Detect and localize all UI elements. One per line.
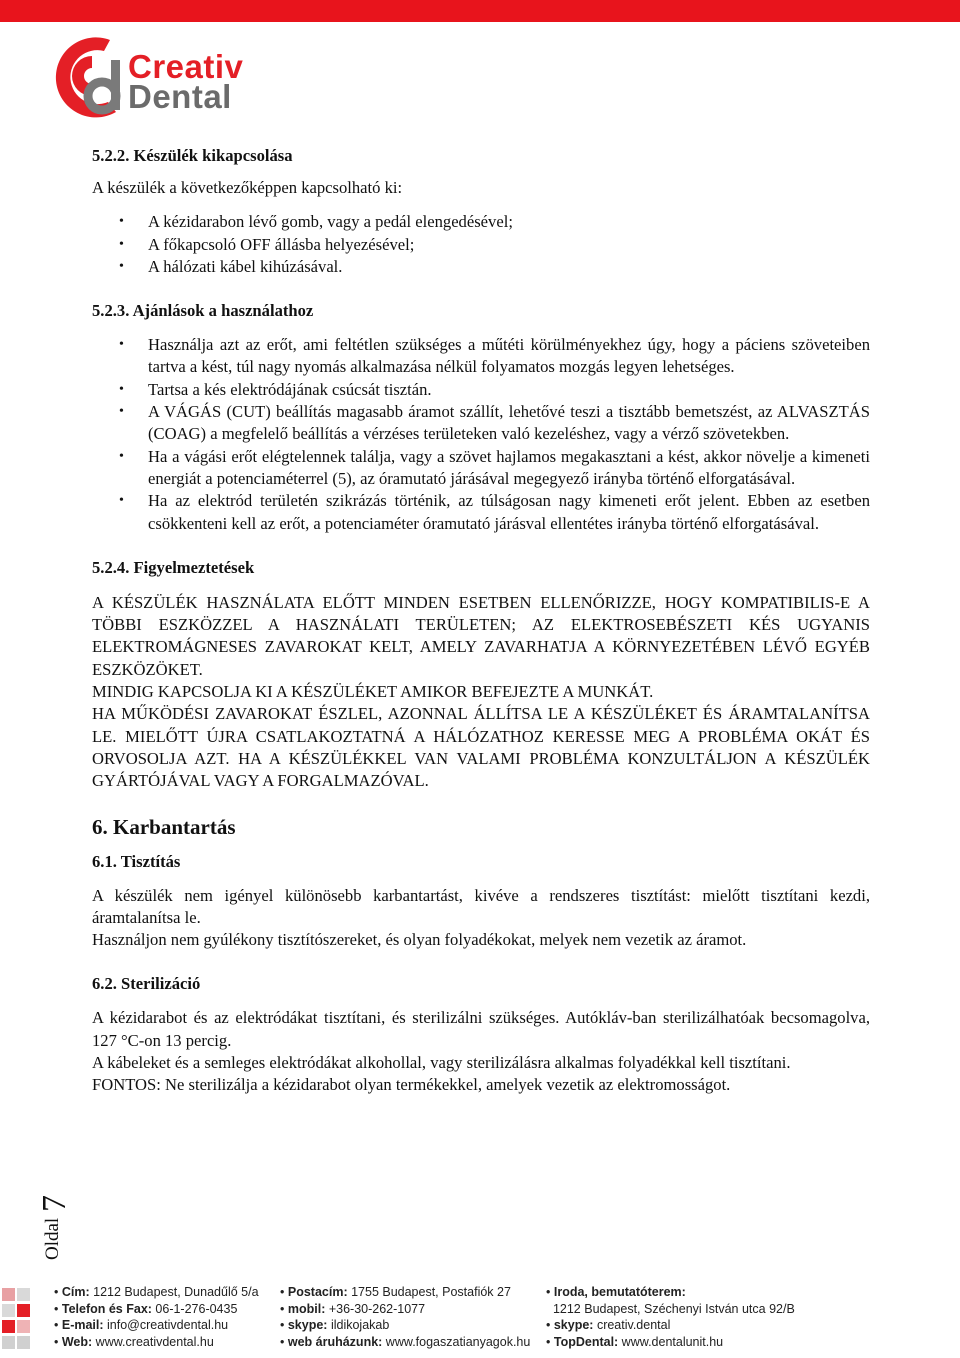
brand-name-line2: Dental xyxy=(128,78,232,115)
list-5-2-3 xyxy=(92,334,870,535)
paragraph-6-1-2: Használjon nem gyúlékony tisztítószereket, és olyan folyadékokat, melyek nem vezetik az áramot. xyxy=(92,930,747,950)
footer-contact-column-1: • Cím: 1212 Budapest, Dunadűlő 5/a • Telefon és Fax: 06-1-276-0435 • E-mail: info@creativdental.hu • Web: www.creativdental.hu xyxy=(54,1285,259,1349)
paragraph-6-1-1: A készülék nem igényel különösebb karbantartást, kivéve a rendszeres tisztítást: mielőtt tisztítani kezdi, áramtalanítsa le. xyxy=(92,885,870,927)
top-accent-bar xyxy=(0,0,960,22)
heading-6-2: 6.2. Sterilizáció xyxy=(92,974,201,994)
list-5-2-2 xyxy=(92,211,870,278)
paragraph-6-2-1: A kézidarabot és az elektródákat tisztítani, és sterilizálni szükséges. Autókláv-ban sterilizálhatóak becsomagolva, 127 °C-on 13 percig. xyxy=(92,1008,870,1050)
paragraph-5-2-2-intro: A készülék a következőképpen kapcsolható ki: xyxy=(92,178,403,197)
heading-6: 6. Karbantartás xyxy=(92,814,236,839)
list-item: • A hálózati kábel kihúzásával. xyxy=(92,256,870,278)
page-number: 7 xyxy=(36,1195,73,1212)
page-number-label xyxy=(36,1190,73,1262)
list-item: • Használja azt az erőt, ami feltétlen szükséges a műtéti körülményekhez úgy, hogy a páciens szöveteiben tartva a kést, túl nagy nyomás alkalmazása nélkül folyamatos mozgás legyen lehetséges. xyxy=(92,334,870,379)
warning-paragraph-1: A KÉSZÜLÉK HASZNÁLATA ELŐTT MINDEN ESETBEN ELLENŐRIZZE, HOGY KOMPATIBILIS-E A TÖBBI ESZKÖZZEL A HASZNÁLATI TERÜLETEN; AZ ELEKTROSEBÉSZETI KÉS UGYANIS ELEKTROMÁGNESES ZAVAROKAT KELT, AMELY ZAVARHATJA A KÖRNYEZETÉBEN LÉVŐ EGYÉB ESZKÖZÖKET. xyxy=(92,592,870,679)
heading-5-2-4: 5.2.4. Figyelmeztetések xyxy=(92,557,255,577)
footer-contact-column-2: • Postacím: 1755 Budapest, Postafiók 27 • mobil: +36-30-262-1077 • skype: ildikojakab • web áruházunk: www.fogaszatianyagok.hu xyxy=(280,1285,531,1349)
footer-contact-column-3: • Iroda, bemutatóterem: 1212 Budapest, Széchenyi István utca 92/B • skype: creativ.dental • TopDental: www.dentalunit.hu xyxy=(546,1285,795,1349)
brand-name-line1: Creativ xyxy=(128,48,244,85)
footer-squares-icon xyxy=(0,1284,42,1358)
paragraph-6-2-2: A kábeleket és a semleges elektródákat alkohollal, vagy sterilizálásra alkalmas folyadékkal kell tisztítani. xyxy=(92,1053,791,1073)
warning-paragraph-3: HA MŰKÖDÉSI ZAVAROKAT ÉSZLEL, AZONNAL ÁLLÍTSA LE A KÉSZÜLÉKET ÉS ÁRAMTALANÍTSA LE. MIELŐTT ÚJRA CSATLAKOZTATNÁ A HÁLÓZATHOZ KERESSE MEG A PROBLÉMA OKÁT ÉS ORVOSOLJA AZT. HA A KÉSZÜLÉKKEL VAN VALAMI PROBLÉMA KONZULTÁLJON A KÉSZÜLÉK GYÁRTÓJÁVAL VAGY A FORGALMAZÓVAL. xyxy=(92,704,870,791)
footer xyxy=(0,1284,960,1358)
heading-5-2-3: 5.2.3. Ajánlások a használathoz xyxy=(92,301,314,321)
heading-5-2-2: 5.2.2. Készülék kikapcsolása xyxy=(92,146,293,165)
list-item: • A VÁGÁS (CUT) beállítás magasabb áramot szállít, lehetővé teszi a tisztább bemetszést, az ALVASZTÁS (COAG) a megfelelő beállítás a vérzéses területeken való kezeléshez, vagy a vérző szövetekben. xyxy=(92,401,870,446)
list-item: • Ha a vágási erőt elégtelennek találja, vagy a szövet hajlamos megakasztani a kést, akkor növelje a kimeneti energiát a potenciaméterrel (5), az óramutató járásával megegyező irányba történő elforgatásával. xyxy=(92,446,870,491)
warning-paragraph-2: MINDIG KAPCSOLJA KI A KÉSZÜLÉKET AMIKOR BEFEJEZTE A MUNKÁT. xyxy=(92,682,654,702)
heading-6-1: 6.1. Tisztítás xyxy=(92,851,181,871)
list-item: • Tartsa a kés elektródájának csúcsát tisztán. xyxy=(92,379,870,401)
document-body xyxy=(92,145,870,1097)
list-item: • A kézidarabon lévő gomb, vagy a pedál elengedésével; xyxy=(92,211,870,233)
list-item: • Ha az elektród területén szikrázás történik, az túlságosan nagy kimeneti erőt jelent. Ebben az esetben csökkenteni kell az erőt, a potenciaméter óramutató járásval ellentétes irányba történő elforgatásával. xyxy=(92,490,870,535)
list-item: • A főkapcsoló OFF állásba helyezésével; xyxy=(92,234,870,256)
page-label: Oldal xyxy=(42,1217,63,1260)
paragraph-6-2-3: FONTOS: Ne sterilizálja a kézidarabot olyan termékekkel, amelyek vezetik az elektromosságot. xyxy=(92,1075,731,1095)
